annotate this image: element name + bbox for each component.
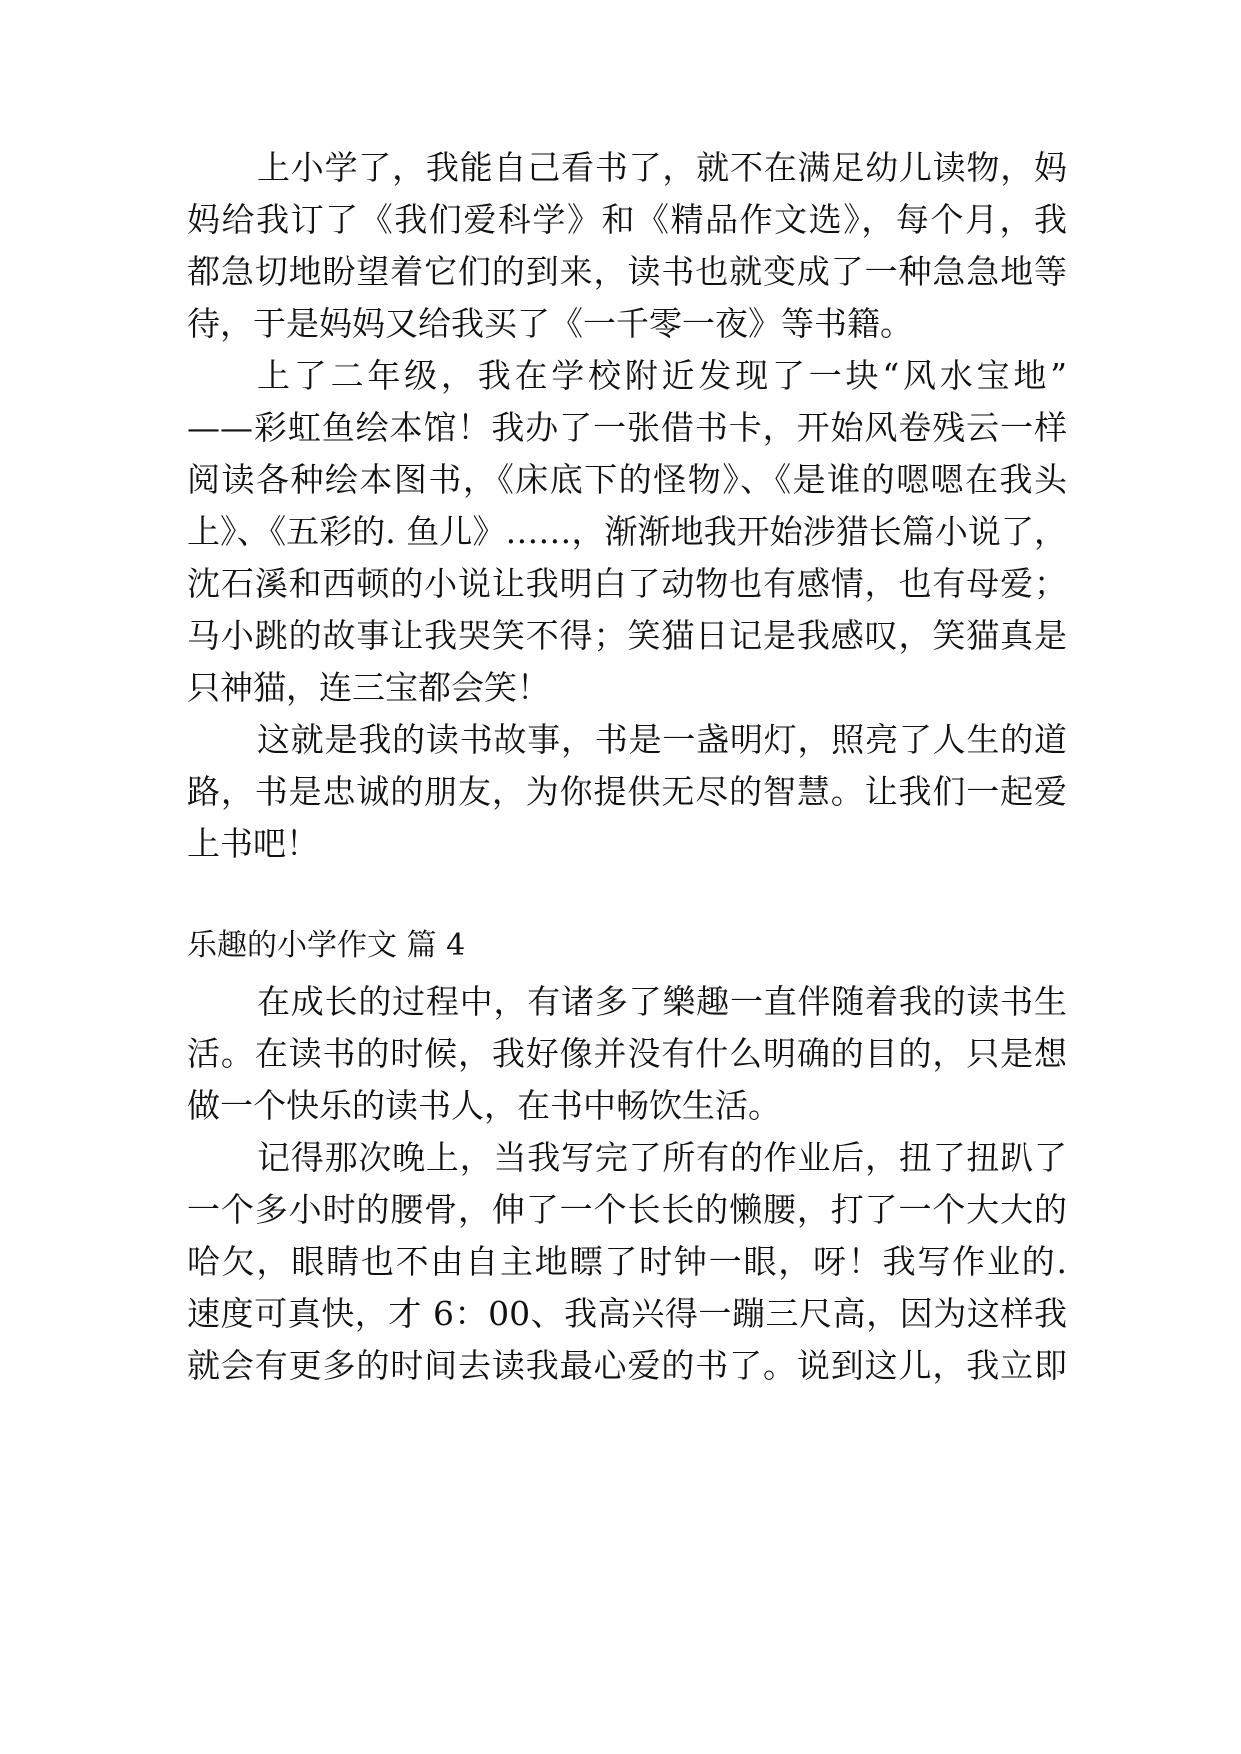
paragraph-2-line-7: 只神猫，连三宝都会笑！ [187, 668, 550, 707]
paragraph-3-line-3: 上书吧！ [187, 824, 319, 863]
paragraph-5-line-5: 就会有更多的时间去读我最心爱的书了。说到这儿，我立即 [187, 1346, 1067, 1385]
paragraph-1-line-4: 待，于是妈妈又给我买了《一千零一夜》等书籍。 [187, 304, 913, 343]
paragraph-4-line-2: 活。在读书的时候，我好像并没有什么明确的目的，只是想 [187, 1034, 1067, 1073]
section-heading: 乐趣的小学作文 篇 4 [187, 928, 466, 963]
paragraph-1-line-2: 妈给我订了《我们爱科学》和《精品作文选》，每个月，我 [187, 200, 1067, 239]
paragraph-3-line-2: 路，书是忠诚的朋友，为你提供无尽的智慧。让我们一起爱 [187, 772, 1067, 811]
paragraph-4-line-3: 做一个快乐的读书人，在书中畅饮生活。 [187, 1086, 781, 1125]
paragraph-1-line-3: 都急切地盼望着它们的到来，读书也就变成了一种急急地等 [187, 252, 1067, 291]
paragraph-2-line-3: 阅读各种绘本图书，《床底下的怪物》、《是谁的嗯嗯在我头 [187, 460, 1067, 499]
paragraph-5-line-1: 记得那次晚上，当我写完了所有的作业后，扭了扭趴了 [257, 1138, 1067, 1177]
paragraph-2-line-4: 上》、《五彩的. 鱼儿》……，渐渐地我开始涉猎长篇小说了， [187, 512, 1067, 551]
paragraph-2-line-6: 马小跳的故事让我哭笑不得；笑猫日记是我感叹，笑猫真是 [187, 616, 1067, 655]
paragraph-2-line-5: 沈石溪和西顿的小说让我明白了动物也有感情，也有母爱； [187, 564, 1067, 603]
paragraph-2-line-2: ——彩虹鱼绘本馆！我办了一张借书卡，开始风卷残云一样 [187, 408, 1067, 447]
paragraph-5-line-4: 速度可真快，才 6：00、我高兴得一蹦三尺高，因为这样我 [187, 1294, 1067, 1333]
paragraph-1-line-1: 上小学了，我能自己看书了，就不在满足幼儿读物，妈 [257, 148, 1067, 187]
paragraph-4-line-1: 在成长的过程中，有诸多了樂趣一直伴随着我的读书生 [257, 982, 1067, 1021]
paragraph-3-line-1: 这就是我的读书故事，书是一盏明灯，照亮了人生的道 [257, 720, 1067, 759]
paragraph-5-line-2: 一个多小时的腰骨，伸了一个长长的懒腰，打了一个大大的 [187, 1190, 1067, 1229]
paragraph-2-line-1: 上了二年级，我在学校附近发现了一块“风水宝地” [257, 356, 1067, 395]
paragraph-5-line-3: 哈欠，眼睛也不由自主地瞟了时钟一眼，呀！我写作业的. [187, 1242, 1067, 1281]
